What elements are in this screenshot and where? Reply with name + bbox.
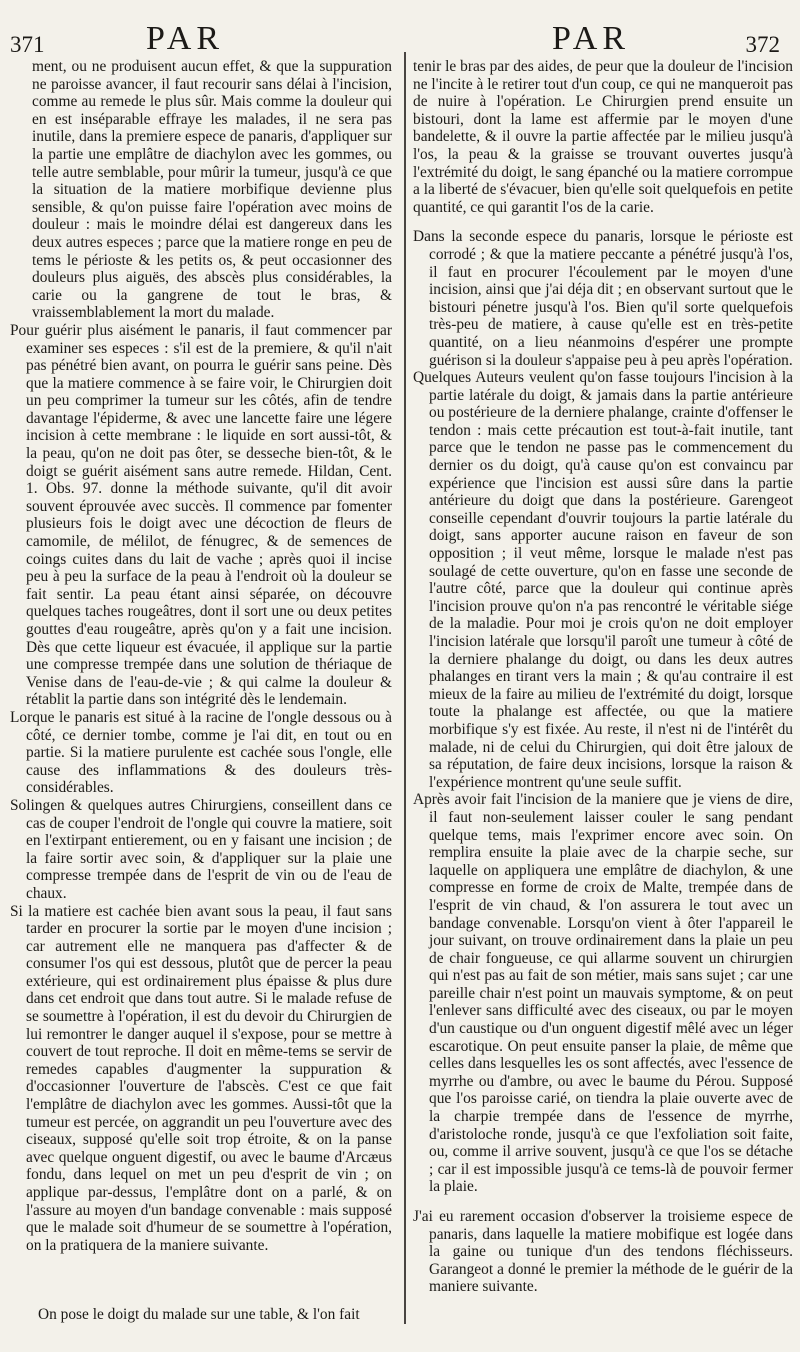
left-column-last-line: On pose le doigt du malade sur une table, & l'on fait (38, 1306, 360, 1323)
paragraph: J'ai eu rarement occasion d'observer la troisieme espece de panaris, dans laquelle la matiere mobifique est logée dans la gaine ou tunique d'un des tendons fléchisseurs. Garangeot a donné le premier la méthode de le guérir de la maniere suivante. (413, 1208, 793, 1296)
paragraph: tenir le bras par des aides, de peur que la douleur de l'incision ne l'incite à le retirer tout d'un coup, ce qui ne manqueroit pas de nuire à l'opération. Le Chirurgien prend ensuite un bistouri, dont la lame est affermie par le moyen d'une bandelette, & il ouvre la partie affectée par le milieu jusqu'à l'os, la peau & la graisse se trouvant ouvertes jusqu'à l'extrémité du doigt, le sang épanché ou la matiere corrompue a la liberté de s'évacuer, bien qu'elle soit quelquefois en petite quantité, ce qui garantit l'os de la carie. (413, 58, 793, 216)
paragraph: Pour guérir plus aisément le panaris, il faut commencer par examiner ses especes : s'il est de la premiere, & qu'il n'ait pas pénétré bien avant, on pourra le guérir sans peine. Dès que la matiere commence à se faire voir, le Chirurgien doit un peu comprimer la tumeur sur les côtés, afin de tendre davantage l'épiderme, & avec une lancette faire une légere incision à cette membrane : le liquide en sort aussi-tôt, & la peau, qu'on ne doit pas ôter, se desseche bien-tôt, & le doigt se guérit aisément sans autre remede. Hildan, Cent. 1. Obs. 97. donne la méthode suivante, qu'il dit avoir souvent éprouvée avec succès. Il commence par fomenter plusieurs fois le doigt avec une décoction de fleurs de camomile, de mélilot, de fénugrec, & de semences de coings cuites dans du lait de vache ; après quoi il incise peu à peu la surface de la peau à l'endroit où la douleur se fait sentir. La peau étant ainsi séparée, on découvre quelques taches rougeâtres, dont il sort une ou deux petites gouttes d'eau rougeâtre, après qu'on y a fait une incision. Dès que cette liqueur est évacuée, il applique sur la partie une compresse trempée dans une solution de thériaque de Venise dans de l'eau-de-vie ; & qui calme la douleur & rétablit la partie dans son intégrité dès le lendemain. (10, 321, 392, 709)
paragraph: Quelques Auteurs veulent qu'on fasse toujours l'incision à la partie latérale du doigt, & jamais dans la partie antérieure ou postérieure de la derniere phalange, crainte d'offenser le tendon : mais cette précaution est tout-à-fait inutile, tant parce que le tendon ne passe pas le commencement du dernier os du doigt, qu'à cause qu'on est convaincu par expérience que l'incision est aussi sûre dans la partie antérieure du doigt que dans la postérieure. Garengeot conseille cependant d'ouvrir toujours la partie latérale du doigt, sans apporter aucune raison en faveur de son opposition ; il veut même, lorsque le malade n'est pas soulagé de cette ouverture, qu'on en fasse une seconde de l'autre côté, parce que la douleur qui continue après l'incision prouve qu'on n'a pas rencontré le véritable siége de la maladie. Pour moi je crois qu'on ne doit employer l'incision latérale que lorsqu'il paroît une tumeur à côté de la derniere phalange du doigt, ou dans les deux autres phalanges en tirant vers la main ; & qu'au contraire il est mieux de la faire au milieu de l'extrémité du doigt, lorsque toute la phalange est affectée, ou que la matiere morbifique s'y est fixée. Au reste, il n'est ni de l'intérêt du malade, ni de celui du Chirurgien, qui doit être jaloux de sa réputation, de faire deux incisions, lorsque la raison & l'expérience montrent qu'une seule suffit. (413, 369, 793, 791)
right-page-number: 372 (745, 32, 780, 57)
left-headword: PAR (146, 20, 225, 57)
left-page-number: 371 (10, 32, 45, 57)
paragraph: Si la matiere est cachée bien avant sous la peau, il faut sans tarder en procurer la sortie par le moyen d'une incision ; car autrement elle ne manquera pas d'affecter & de consumer l'os qui est dessous, plutôt que de percer la peau extérieure, qui est ordinairement plus épaisse & plus dure dans cet endroit que dans tout autre. Si le malade refuse de se soumettre à l'opération, il est du devoir du Chirurgien de lui remontrer le danger auquel il s'expose, pour se mettre à couvert de tout reproche. Il doit en même-tems se servir de remedes capables d'augmenter la suppuration & d'occasionner l'ouverture de l'abscès. C'est ce que fait l'emplâtre de diachylon avec les gommes. Aussi-tôt que la tumeur est percée, on aggrandit un peu l'ouverture avec des ciseaux, supposé qu'elle soit trop étroite, & on la panse avec quelque onguent digestif, ou avec le baume d'Arcæus fondu, dans lequel on met un peu d'esprit de vin ; on applique par-dessus, l'emplâtre dont on a parlé, & on l'assure au moyen d'un bandage convenable : mais supposé que le malade soit d'humeur de se soumettre à l'opération, on la pratiquera de la maniere suivante. (10, 902, 392, 1254)
paragraph: ment, ou ne produisent aucun effet, & que la suppuration ne paroisse avancer, il faut recourir sans délai à l'incision, comme au remede le plus sûr. Mais comme la douleur qui en est inséparable effraye les malades, il ne sera pas inutile, dans la premiere espece de panaris, d'appliquer sur la partie une emplâtre de diachylon avec les gommes, ou telle autre semblable, pour mûrir la tumeur, jusqu'à ce que la situation de la matiere morbifique devienne plus sensible, & qu'on puisse faire l'opération avec moins de douleur : mais le moindre délai est dangereux dans les deux autres especes ; parce que la matiere ronge en peu de tems le périoste & les petits os, & peut occasionner des douleurs plus aiguës, des abscès plus considérables, la carie ou la gangrene de tout le bras, & vraissemblablement la mort du malade. (32, 58, 392, 322)
running-header (0, 14, 800, 57)
paragraph: Après avoir fait l'incision de la maniere que je viens de dire, il faut non-seulement laisser couler le sang pendant quelque tems, mais l'exprimer encore avec soin. On remplira ensuite la plaie avec de la charpie seche, sur laquelle on appliquera une emplâtre de diachylon, & une compresse en forme de croix de Malte, trempée dans de l'esprit de vin chaud, & l'on assurera le tout avec un bandage convenable. Lorsqu'on vient à ôter l'appareil le jour suivant, on trouve ordinairement dans la plaie un peu de chair fongueuse, ce qui allarme souvent un chirurgien qui n'est pas au fait de son métier, mais sans sujet ; car une pareille chair n'est point un mauvais symptome, & on peut l'enlever sans difficulté avec des ciseaux, ou par le moyen d'un caustique ou d'un onguent digestif mêlé avec un léger escarotique. On peut ensuite panser la plaie, de même que celles dans lesquelles les os sont affectés, avec l'essence de myrrhe ou d'ambre, ou avec le baume du Pérou. Supposé que l'os paroisse carié, on tiendra la plaie ouverte avec de la charpie trempée dans de l'essence de myrrhe, d'aristoloche ronde, jusqu'à ce que l'exfoliation soit faite, ou, comme il arrive souvent, jusqu'à ce que l'os se détache ; car il est impossible jusqu'à ce tems-là de pouvoir fermer la plaie. (413, 791, 793, 1196)
right-headword: PAR (552, 20, 631, 57)
column-divider (404, 52, 406, 1324)
paragraph: Lorque le panaris est situé à la racine de l'ongle dessous ou à côté, ce dernier tombe, comme je l'ai dit, en tout ou en partie. Si la matiere purulente est cachée sous l'ongle, elle cause des inflammations & des douleurs très-considérables. (10, 708, 392, 797)
right-column (413, 58, 793, 1296)
paragraph: Solingen & quelques autres Chirurgiens, conseillent dans ce cas de couper l'endroit de l'ongle qui couvre la matiere, soit en l'extirpant entierement, ou en y faisant une incision ; de la faire sortir avec soin, & d'appliquer sur la plaie une compresse trempée dans de l'esprit de vin ou de l'eau de chaux. (10, 796, 392, 902)
paragraph: Dans la seconde espece du panaris, lorsque le périoste est corrodé ; & que la matiere peccante a pénétré jusqu'à l'os, il faut en procurer l'écoulement par le moyen d'une incision, ainsi que j'ai déja dit ; en observant surtout que le bistouri pénetre jusqu'à l'os. Bien qu'il sorte quelquefois très-peu de matiere, à cause qu'elle est en très-petite quantité, on a lieu néanmoins d'espérer une prompte guérison si la douleur s'appaise peu à peu après l'opération. (413, 228, 793, 369)
left-column (10, 58, 392, 1254)
